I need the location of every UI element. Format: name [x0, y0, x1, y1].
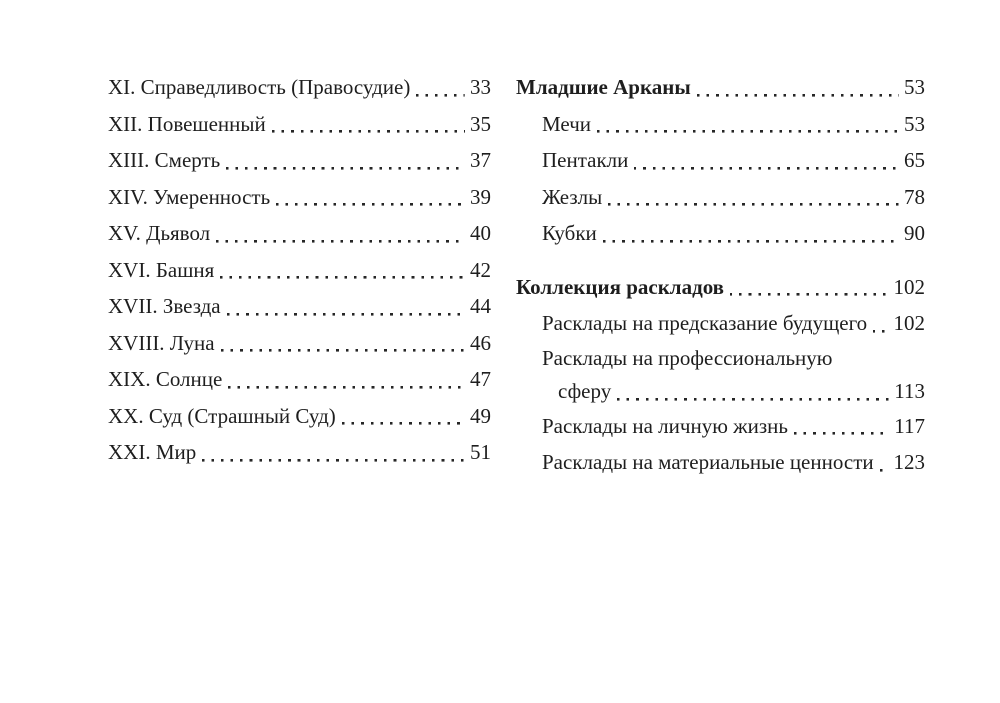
toc-entry-page: 39 — [470, 184, 491, 209]
dot-leader — [697, 69, 899, 106]
toc-entry-label: Расклады на предсказание будущего — [542, 311, 868, 335]
dot-leader — [272, 106, 465, 143]
toc-entry — [516, 305, 925, 342]
dot-leader — [276, 179, 465, 216]
toc-entry — [108, 69, 491, 106]
toc-entry-page: 42 — [470, 257, 491, 282]
toc-entry-label: XVII. Звезда — [108, 294, 221, 318]
toc-entry-label: Мечи — [542, 111, 591, 136]
toc-section-title: Младшие Арканы — [516, 75, 691, 99]
toc-entry — [516, 179, 925, 216]
toc-entry-label: XIII. Смерть — [108, 148, 221, 172]
toc-entry-page: 65 — [904, 148, 925, 172]
toc-entry-page: 53 — [904, 111, 925, 136]
toc-entry-label: XVIII. Луна — [108, 330, 215, 355]
toc-entry — [516, 408, 925, 445]
toc-entry — [516, 142, 925, 179]
toc-entry — [108, 325, 491, 362]
toc-entry-page: 47 — [470, 367, 491, 391]
toc-entry — [516, 444, 925, 481]
toc-section-minor-arcana — [516, 69, 925, 106]
dot-leader — [220, 252, 465, 289]
toc-entry-page: 123 — [893, 450, 925, 474]
dot-leader — [342, 398, 465, 435]
dot-leader — [202, 434, 465, 471]
toc-entry — [108, 142, 491, 179]
dot-leader — [608, 179, 899, 216]
toc-entry-label: Кубки — [542, 221, 597, 245]
dot-leader — [603, 215, 899, 252]
toc-entry-label: XIV. Умеренность — [108, 184, 271, 209]
toc-entry-line2 — [542, 375, 925, 408]
dot-leader — [617, 375, 889, 408]
toc-entry-page: 37 — [470, 148, 491, 172]
toc-entry-label: Расклады на личную жизнь — [542, 413, 788, 438]
toc-entry — [108, 288, 491, 325]
dot-leader — [880, 444, 889, 481]
toc-entry — [108, 215, 491, 252]
dot-leader — [634, 142, 899, 179]
toc-entry — [108, 106, 491, 143]
toc-entry-label-line2: сферу — [558, 378, 612, 403]
toc-entry-label-line1: Расклады на профессиональную — [542, 345, 833, 370]
toc-entry-label: XII. Повешенный — [108, 111, 266, 136]
dot-leader — [794, 408, 889, 445]
toc-entry-page: 117 — [894, 413, 925, 438]
toc-section-spreads — [516, 269, 925, 306]
toc-entry — [516, 215, 925, 252]
dot-leader — [227, 288, 465, 325]
dot-leader — [416, 69, 465, 106]
toc-entry — [108, 361, 491, 398]
toc-entry-page: 90 — [904, 221, 925, 245]
toc-entry-page: 49 — [470, 403, 491, 428]
toc-left-column — [108, 69, 491, 471]
toc-entry-page: 46 — [470, 330, 491, 355]
toc-entry — [516, 106, 925, 143]
dot-leader — [873, 305, 888, 342]
toc-entry-label: XXI. Мир — [108, 440, 197, 464]
toc-entry-page: 44 — [470, 294, 491, 318]
toc-entry-page: 53 — [904, 75, 925, 99]
dot-leader — [226, 142, 465, 179]
toc-entry-label: Пентакли — [542, 148, 629, 172]
toc-entry-label: Расклады на материальные ценности — [542, 450, 874, 474]
toc-entry — [108, 179, 491, 216]
toc-entry-label: XIX. Солнце — [108, 367, 223, 391]
toc-entry-page: 51 — [470, 440, 491, 464]
toc-entry-label: Жезлы — [542, 184, 603, 209]
dot-leader — [216, 215, 465, 252]
toc-entry — [108, 252, 491, 289]
toc-right-column — [516, 69, 925, 481]
toc-entry-label: XV. Дьявол — [108, 221, 211, 245]
dot-leader — [730, 269, 888, 306]
toc-entry — [108, 398, 491, 435]
dot-leader — [221, 325, 465, 362]
toc-entry-page: 102 — [893, 311, 925, 335]
toc-entry-page: 33 — [470, 75, 491, 99]
dot-leader — [597, 106, 899, 143]
toc-entry-page: 102 — [893, 274, 925, 299]
toc-entry-label: XVI. Башня — [108, 257, 215, 282]
toc-entry-page: 78 — [904, 184, 925, 209]
toc-entry — [108, 434, 491, 471]
toc-entry-page: 40 — [470, 221, 491, 245]
toc-section-title: Коллекция раскладов — [516, 274, 725, 299]
toc-entry-page: 113 — [894, 378, 925, 403]
toc-entry-two-line — [516, 342, 925, 408]
dot-leader — [228, 361, 465, 398]
toc-entry-label: XX. Суд (Страшный Суд) — [108, 403, 336, 428]
toc-entry-page: 35 — [470, 111, 491, 136]
toc-entry-label: XI. Справедливость (Правосудие) — [108, 75, 411, 99]
